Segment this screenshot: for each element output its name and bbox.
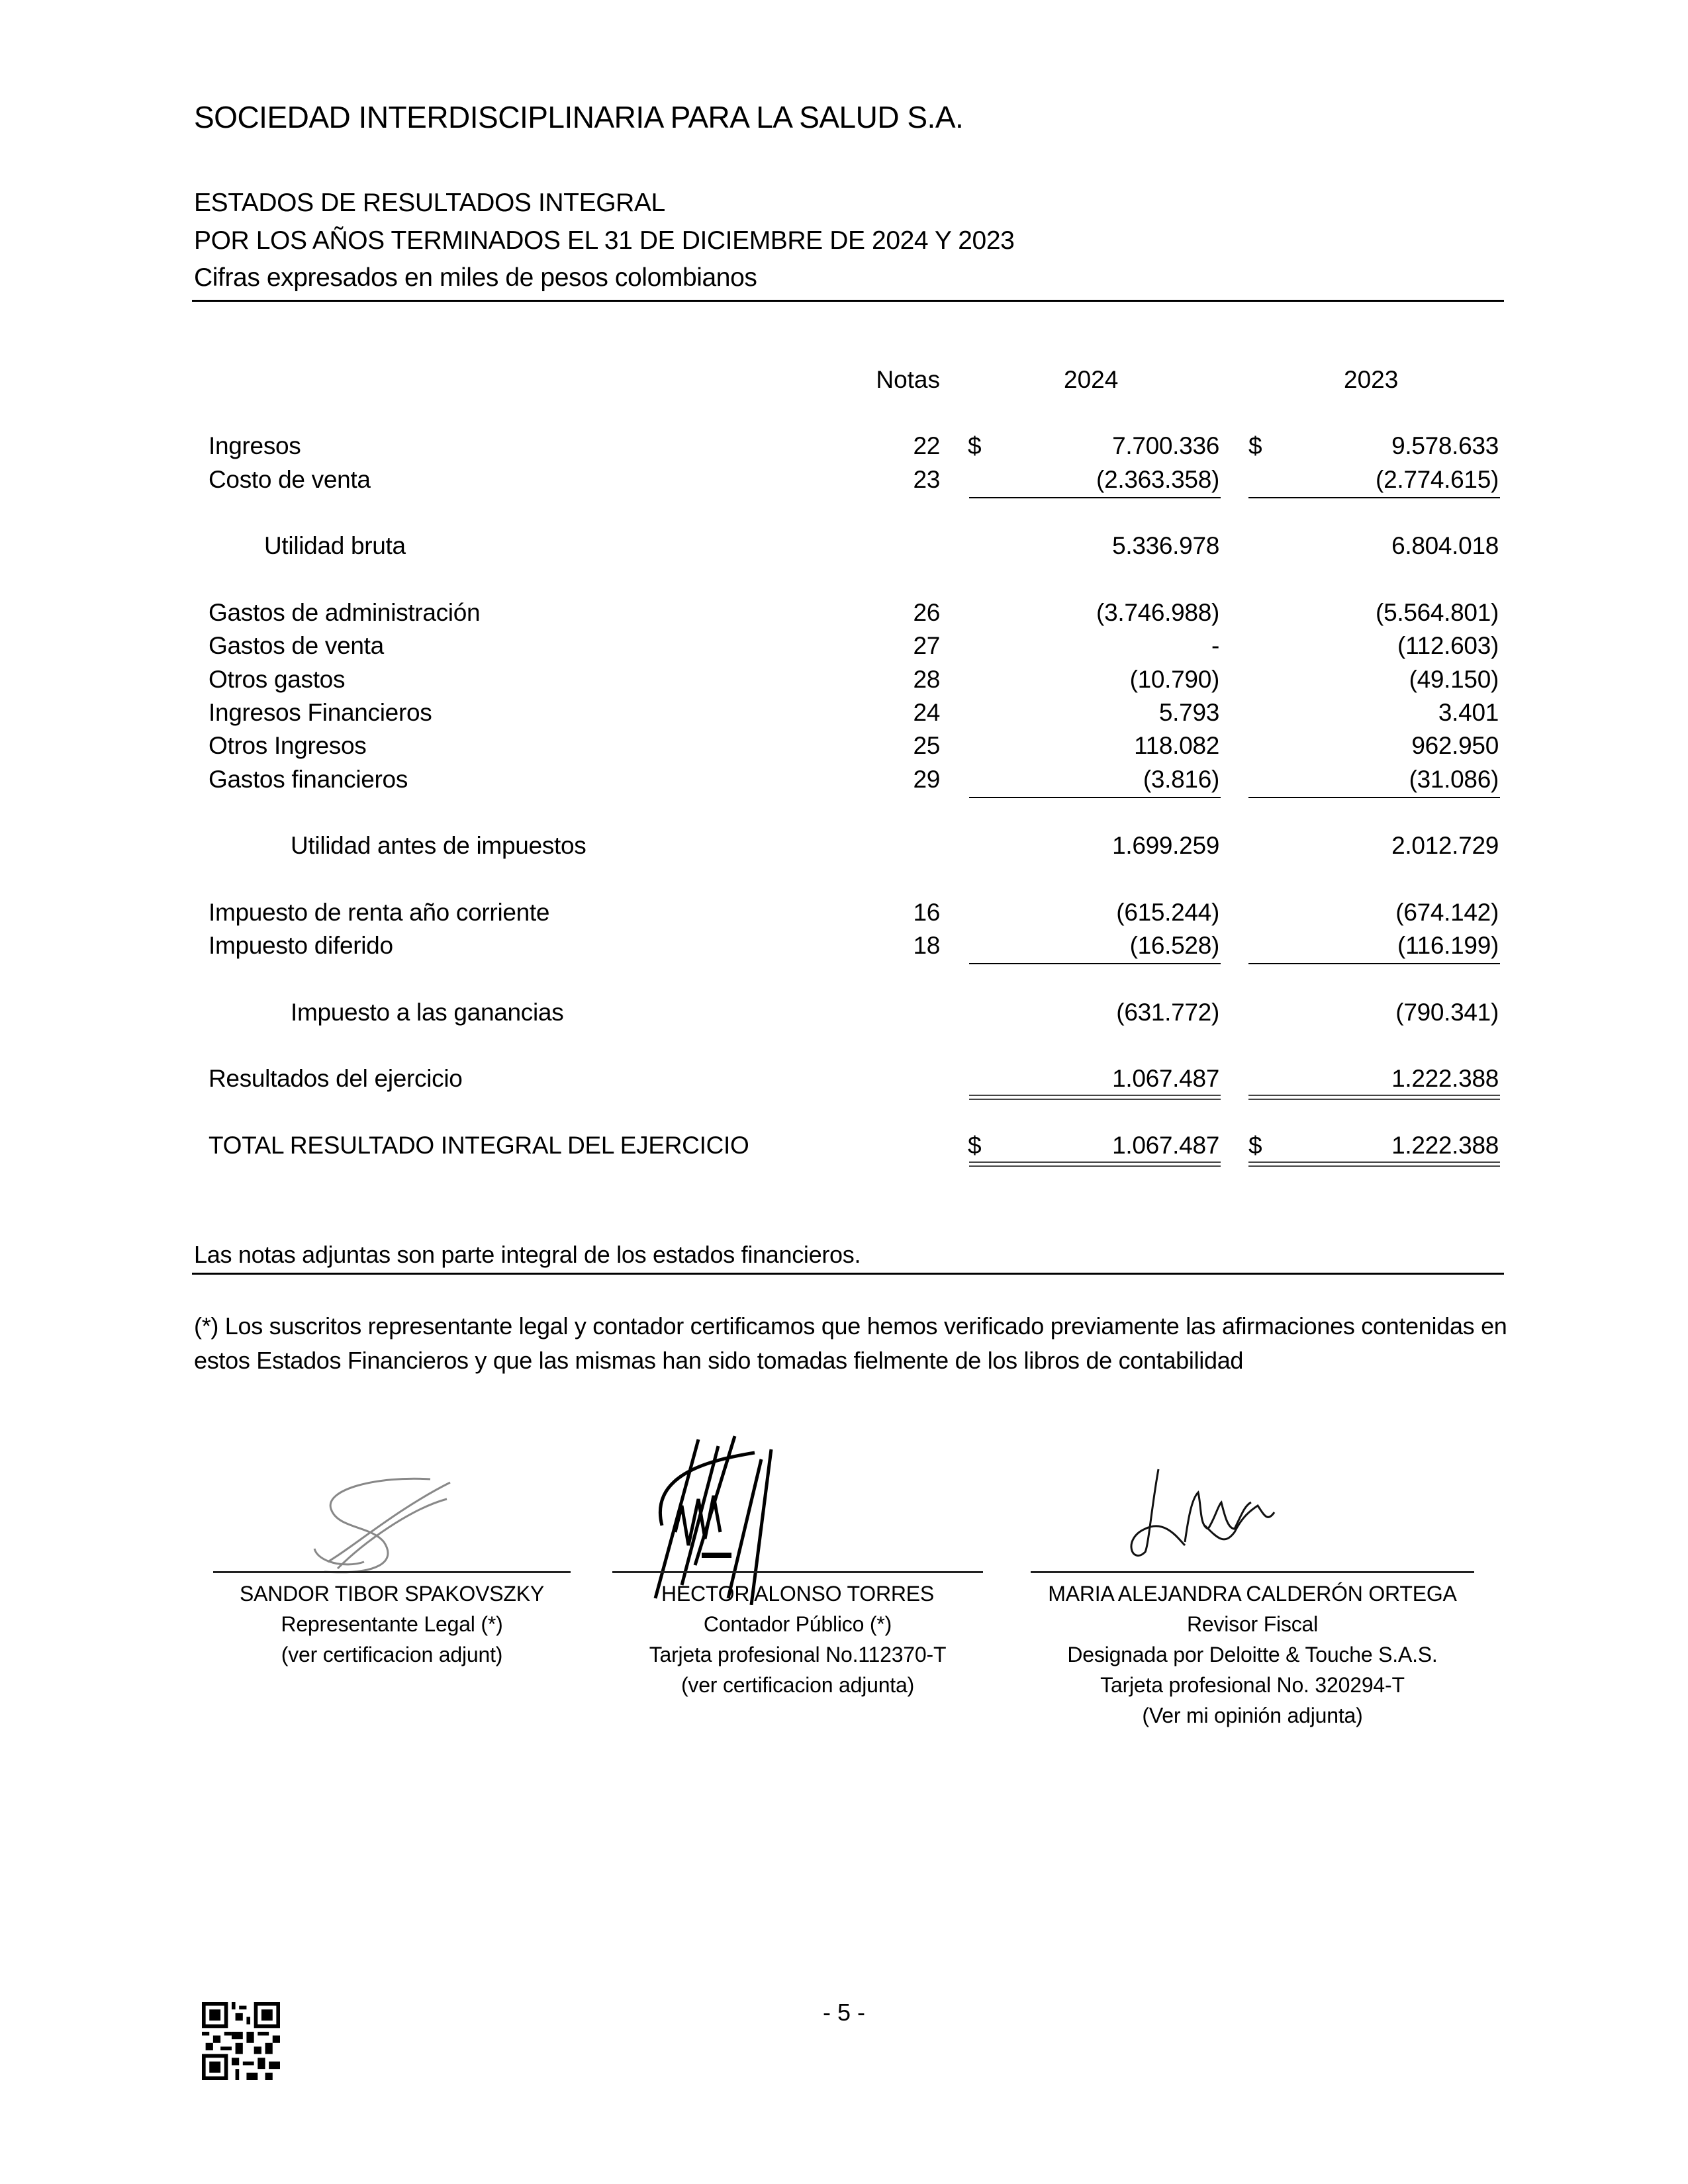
- signatory-license: Tarjeta profesional No. 320294-T: [1100, 1673, 1405, 1697]
- signatory-name: HECTOR ALONSO TORRES: [661, 1582, 935, 1606]
- signatory-firm: Designada por Deloitte & Touche S.A.S.: [1067, 1643, 1438, 1666]
- row-label: Impuesto de renta año corriente: [209, 899, 550, 926]
- row-label: Otros gastos: [209, 666, 346, 693]
- value-2023: 3.401: [1438, 699, 1499, 726]
- signatory-role: Representante Legal (*): [281, 1612, 503, 1636]
- value-2023: (49.150): [1409, 666, 1499, 693]
- value-2024: (3.746.988): [1096, 599, 1219, 626]
- row-label: Ingresos: [209, 432, 301, 459]
- footnote-rule: [192, 1273, 1504, 1275]
- signatory-license: Tarjeta profesional No.112370-T: [649, 1643, 947, 1666]
- row-label: Ingresos Financieros: [209, 699, 432, 726]
- value-2024: 1.067.487: [1112, 1132, 1219, 1159]
- signatory-block: [612, 1578, 983, 1700]
- value-2023: (790.341): [1395, 999, 1499, 1026]
- value-2023: (674.142): [1395, 899, 1499, 926]
- signature-line-accountant: [612, 1571, 983, 1573]
- row-note: 27: [913, 632, 940, 659]
- value-2023: (112.603): [1397, 632, 1499, 659]
- row-note: 28: [913, 666, 940, 693]
- subtotal-underline: [1248, 797, 1500, 798]
- value-2023: (2.774.615): [1376, 466, 1499, 493]
- signatory-reference: (Ver mi opinión adjunta): [1142, 1704, 1363, 1727]
- row-label: Otros Ingresos: [209, 732, 367, 759]
- total-double-underline: [1248, 1095, 1500, 1100]
- currency-symbol: $: [968, 1132, 982, 1159]
- signatory-role: Contador Público (*): [703, 1612, 892, 1636]
- value-2024: (2.363.358): [1096, 466, 1219, 493]
- row-label: Impuesto a las ganancias: [291, 999, 564, 1026]
- subtotal-underline: [1248, 963, 1500, 964]
- value-2024: 118.082: [1134, 732, 1219, 759]
- subtotal-underline: [969, 497, 1221, 498]
- row-note: 24: [913, 699, 940, 726]
- value-2024: 5.336.978: [1112, 532, 1219, 559]
- certification-statement: (*) Los suscritos representante legal y contador certificamos que hemos verificado previamente las afirmaciones contenidas en estos Estados Financieros y que las mismas han sido tomadas fielmente de los libros de contabilidad: [194, 1312, 1507, 1374]
- row-label: TOTAL RESULTADO INTEGRAL DEL EJERCICIO: [209, 1132, 749, 1159]
- value-2023: (31.086): [1409, 766, 1499, 793]
- signatory-block: [1031, 1578, 1474, 1731]
- row-label: Impuesto diferido: [209, 932, 393, 959]
- value-2024: 1.699.259: [1112, 832, 1219, 859]
- value-2024: (615.244): [1116, 899, 1219, 926]
- total-double-underline: [969, 1161, 1221, 1167]
- signature-legal-representative: [298, 1463, 496, 1578]
- column-header-2023: 2023: [1344, 366, 1399, 393]
- value-2023: 2.012.729: [1391, 832, 1499, 859]
- signatory-reference: (ver certificacion adjunt): [281, 1643, 503, 1666]
- header-rule: [192, 300, 1504, 302]
- row-note: 26: [913, 599, 940, 626]
- value-2024: (16.528): [1129, 932, 1219, 959]
- row-note: 29: [913, 766, 940, 793]
- value-2023: 962.950: [1411, 732, 1499, 759]
- subtotal-underline: [969, 797, 1221, 798]
- row-note: 16: [913, 899, 940, 926]
- row-label: Gastos financieros: [209, 766, 408, 793]
- signatory-role: Revisor Fiscal: [1186, 1612, 1319, 1636]
- signatory-reference: (ver certificacion adjunta): [680, 1673, 915, 1697]
- value-2024: (3.816): [1143, 766, 1219, 793]
- row-label: Resultados del ejercicio: [209, 1065, 463, 1092]
- signatory-name: MARIA ALEJANDRA CALDERÓN ORTEGA: [1048, 1582, 1457, 1606]
- signature-line-fiscal-reviewer: [1031, 1571, 1474, 1573]
- signatory-name: SANDOR TIBOR SPAKOVSZKY: [239, 1582, 545, 1606]
- signature-line-legal-representative: [213, 1571, 571, 1573]
- total-double-underline: [1248, 1161, 1500, 1167]
- value-2023: 1.222.388: [1391, 1065, 1499, 1092]
- value-2024: (631.772): [1116, 999, 1219, 1026]
- row-note: 18: [913, 932, 940, 959]
- value-2023: 9.578.633: [1391, 432, 1499, 459]
- column-header-2024: 2024: [1064, 366, 1119, 393]
- currency-symbol: $: [968, 432, 982, 459]
- statement-title: ESTADOS DE RESULTADOS INTEGRAL: [194, 189, 665, 217]
- value-2024: (10.790): [1129, 666, 1219, 693]
- company-name: SOCIEDAD INTERDISCIPLINARIA PARA LA SALUD S.A.: [194, 100, 964, 134]
- value-2023: (116.199): [1397, 932, 1499, 959]
- statement-period: POR LOS AÑOS TERMINADOS EL 31 DE DICIEMBRE DE 2024 Y 2023: [194, 226, 1015, 255]
- signature-fiscal-reviewer: [1125, 1466, 1337, 1565]
- row-note: 25: [913, 732, 940, 759]
- value-2024: 1.067.487: [1112, 1065, 1219, 1092]
- statement-units: Cifras expresados en miles de pesos colombianos: [194, 263, 757, 292]
- value-2023: 6.804.018: [1391, 532, 1499, 559]
- row-label: Gastos de venta: [209, 632, 384, 659]
- value-2024: 5.793: [1158, 699, 1219, 726]
- column-header-notes: Notas: [876, 366, 940, 393]
- signatory-block: [213, 1578, 571, 1670]
- page-number: - 5 -: [822, 1999, 865, 2026]
- total-double-underline: [969, 1095, 1221, 1100]
- row-label: Utilidad bruta: [264, 532, 406, 559]
- currency-symbol: $: [1248, 1132, 1262, 1159]
- row-label: Costo de venta: [209, 466, 371, 493]
- value-2023: 1.222.388: [1391, 1132, 1499, 1159]
- row-note: 22: [913, 432, 940, 459]
- value-2024: -: [1211, 632, 1219, 659]
- subtotal-underline: [969, 963, 1221, 964]
- row-label: Utilidad antes de impuestos: [291, 832, 586, 859]
- row-label: Gastos de administración: [209, 599, 481, 626]
- integral-note: Las notas adjuntas son parte integral de los estados financieros.: [194, 1241, 861, 1268]
- currency-symbol: $: [1248, 432, 1262, 459]
- subtotal-underline: [1248, 497, 1500, 498]
- value-2024: 7.700.336: [1112, 432, 1219, 459]
- value-2023: (5.564.801): [1376, 599, 1499, 626]
- row-note: 23: [913, 466, 940, 493]
